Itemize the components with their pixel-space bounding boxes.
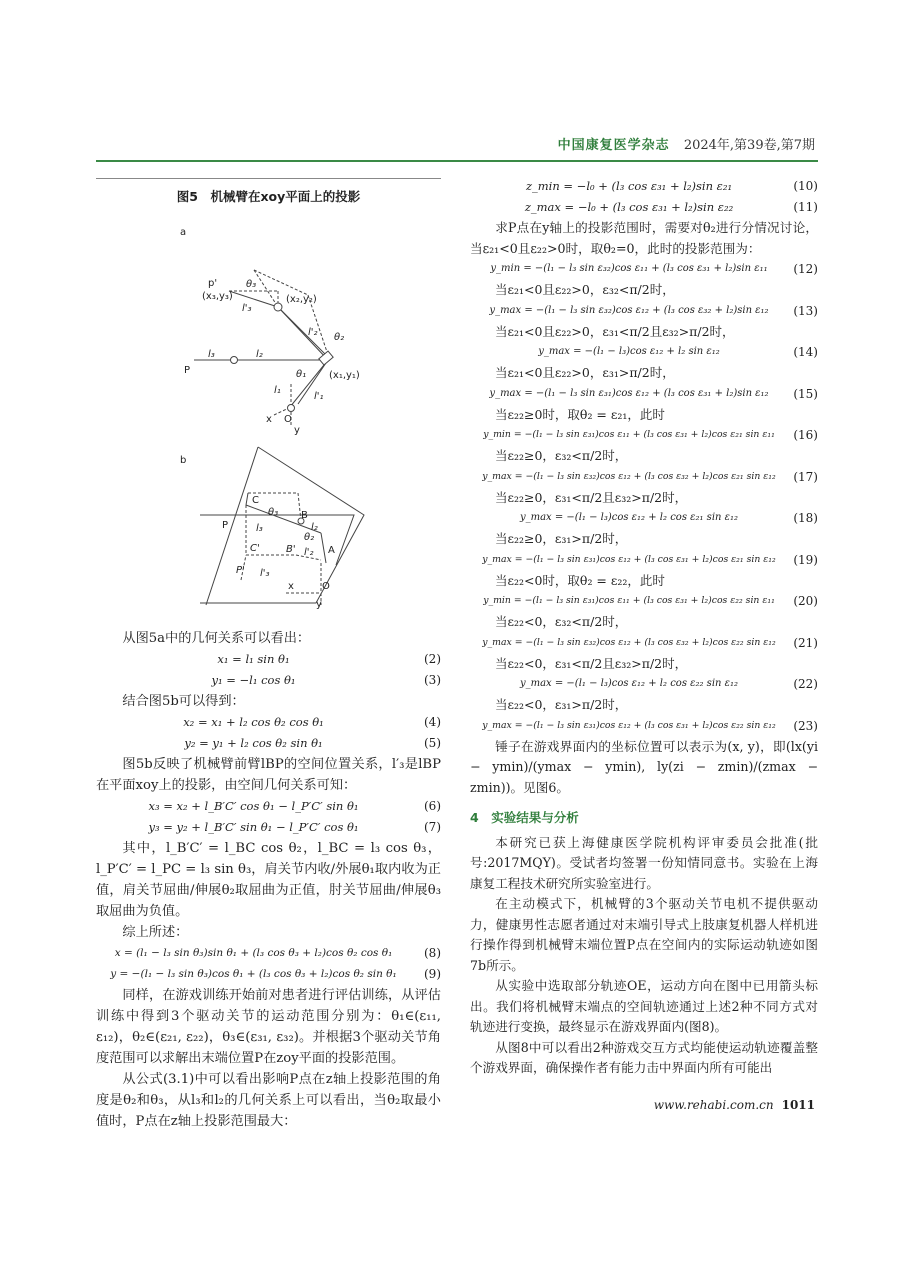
label-x2y2: (x₂,y₂) — [286, 294, 317, 305]
equation-8: x = (l₁ − l₃ sin θ₃)sin θ₁ + (l₃ cos θ₃ + l₂)cos θ₂ cos θ₁ (8) — [114, 946, 441, 960]
condition: 当ε₂₂<0，ε₃₁>π/2时， — [495, 697, 628, 712]
label-y: y — [294, 425, 300, 436]
footer-url: www.rehabi.com.cn — [653, 1098, 774, 1112]
condition: 当ε₂₂≥0，ε₃₁>π/2时， — [495, 531, 628, 546]
equation-11: z_max = −l₀ + (l₃ cos ε₃₁ + l₂)sin ε₂₂ (11) — [524, 200, 818, 214]
label-b-Bp: B' — [286, 544, 296, 555]
label-l3p: l'₃ — [242, 303, 252, 314]
equation-16: y_min = −(l₁ − l₃ sin ε₃₁)cos ε₁₁ + (l₃ cos ε₃₁ + l₂)cos ε₂₁ sin ε₁₁ (16) — [483, 428, 818, 442]
equation-2: x₁ = l₁ sin θ₁ (2) — [217, 652, 441, 666]
paragraph: 同样，在游戏训练开始前对患者进行评估训练，从评估训练中得到3个驱动关节的运动范围分别为：θ₁∈(ε₁₁, ε₁₂)，θ₂∈(ε₂₁, ε₂₂)，θ₃∈(ε₃₁, ε₃₂)。并根据3个驱动关节角度范围可以求解出末端位置P在zoy平面的投影范围。 — [96, 988, 441, 1066]
equation-9: y = −(l₁ − l₃ sin θ₃)cos θ₁ + (l₃ cos θ₃ + l₂)cos θ₂ sin θ₁ (9) — [110, 967, 441, 981]
equation-23: y_max = −(l₁ − l₃ sin ε₃₁)cos ε₁₂ + (l₃ cos ε₃₁ + l₂)cos ε₂₂ sin ε₁₂ (23) — [482, 718, 818, 733]
condition: 当ε₂₂≥0，ε₃₁<π/2且ε₃₂>π/2时， — [495, 489, 688, 505]
paragraph: 锤子在游戏界面内的坐标位置可以表示为(x, y)，即(lx(yi − ymin)/(ymax − ymin), ly(zi − zmin)/(zmax − zmin))。见图6。 — [470, 738, 818, 795]
panel-b-label: b — [180, 455, 187, 466]
equation-18: y_max = −(l₁ − l₃)cos ε₁₂ + l₂ cos ε₂₁ sin ε₁₂ (18) — [519, 511, 818, 525]
equation-14: y_max = −(l₁ − l₃)cos ε₁₂ + l₂ sin ε₁₂ (14) — [538, 345, 818, 359]
label-theta1: θ₁ — [296, 369, 307, 380]
label-theta3: θ₃ — [246, 279, 257, 290]
condition: 当ε₂₂<0，ε₃₁<π/2且ε₃₂>π/2时， — [495, 655, 688, 671]
panel-a-label: a — [180, 227, 187, 238]
label-b-P: P — [222, 520, 229, 531]
journal-name: 中国康复医学杂志 — [557, 138, 670, 153]
label-b-B: B — [301, 510, 308, 521]
label-P: P — [184, 365, 191, 376]
label-x3y3: (x₃,y₃) — [202, 291, 233, 302]
label-b-A: A — [328, 545, 335, 556]
equation-13: y_max = −(l₁ − l₃ sin ε₃₂)cos ε₁₂ + (l₃ cos ε₃₂ + l₂)sin ε₁₂ (13) — [489, 303, 818, 318]
label-b-l2p: l'₂ — [304, 547, 314, 558]
condition: 当ε₂₂<0时，取θ₂ = ε₂₂，此时 — [495, 572, 665, 588]
equation-22: y_max = −(l₁ − l₃)cos ε₁₂ + l₂ cos ε₂₂ sin ε₁₂ (22) — [519, 677, 818, 691]
equation-7: y₃ = y₂ + l_B′C′ sin θ₁ − l_P′C′ cos θ₁ (7) — [148, 820, 441, 834]
label-b-Cp: C' — [250, 543, 260, 554]
paragraph: 从图8中可以看出2种游戏交互方式均能使运动轨迹覆盖整个游戏界面，确保操作者有能力击中界面内所有可能出 — [470, 1039, 818, 1075]
equation-15: y_max = −(l₁ − l₃ sin ε₃₁)cos ε₁₂ + (l₃ cos ε₃₁ + l₂)sin ε₁₂ (15) — [489, 386, 818, 401]
label-l2p: l'₂ — [308, 327, 318, 338]
equation-21: y_max = −(l₁ − l₃ sin ε₃₂)cos ε₁₂ + (l₃ cos ε₃₂ + l₂)cos ε₂₂ sin ε₁₂ (21) — [482, 635, 818, 650]
paragraph: 求P点在y轴上的投影范围时，需要对θ₂进行分情况讨论，当ε₂₁<0且ε₂₂>0时，取θ₂=0，此时的投影范围为： — [470, 220, 818, 256]
label-b-theta2: θ₂ — [304, 532, 315, 543]
label-b-x: x — [288, 581, 294, 592]
condition: 当ε₂₁<0且ε₂₂>0，ε₃₁>π/2时， — [495, 365, 675, 380]
page-footer — [654, 1098, 815, 1112]
equation-20: y_min = −(l₁ − l₃ sin ε₃₁)cos ε₁₁ + (l₃ cos ε₃₁ + l₂)cos ε₂₂ sin ε₁₁ (20) — [483, 594, 818, 608]
paragraph: 从公式(3.1)中可以看出影响P点在z轴上投影范围的角度是θ₂和θ₃，从l₃和l₂的几何关系上可以看出，当θ₂取最小值时，P点在z轴上投影范围最大： — [96, 1072, 441, 1129]
condition: 当ε₂₂≥0，ε₃₂<π/2时， — [495, 448, 628, 463]
condition: 当ε₂₁<0且ε₂₂>0，ε₃₁<π/2且ε₃₂>π/2时， — [495, 323, 735, 339]
equation-19: y_max = −(l₁ − l₃ sin ε₃₁)cos ε₁₂ + (l₃ cos ε₃₁ + l₂)cos ε₂₁ sin ε₁₂ (19) — [482, 552, 818, 567]
label-b-l3: l₃ — [256, 523, 263, 534]
equation-5: y₂ = y₁ + l₂ cos θ₂ sin θ₁ (5) — [184, 736, 441, 750]
label-b-y: y — [316, 599, 322, 610]
equation-6: x₃ = x₂ + l_B′C′ cos θ₁ − l_P′C′ sin θ₁ (6) — [148, 799, 441, 813]
label-l1: l₁ — [274, 385, 281, 396]
label-l2: l₂ — [256, 349, 263, 360]
paragraph: 综上所述： — [122, 925, 189, 940]
label-x1y1: (x₁,y₁) — [329, 370, 360, 381]
journal-header — [558, 134, 815, 153]
label-b-l3p: l'₃ — [260, 568, 270, 579]
paragraph: 本研究已获上海健康医学院机构评审委员会批准(批号:2017MQY)。受试者均签署一份知情同意书。实验在上海康复工程技术研究所实验室进行。 — [470, 834, 818, 891]
paragraph: 从实验中选取部分轨迹OE，运动方向在图中已用箭头标出。我们将机械臂末端点的空间轨迹通过上述2种不同方式对轨迹进行变换，最终显示在游戏界面内(图8)。 — [470, 978, 818, 1034]
section-heading: 4 实验结果与分析 — [470, 810, 579, 825]
equation-10: z_min = −l₀ + (l₃ cos ε₃₁ + l₂)sin ε₂₁ (10) — [525, 179, 818, 193]
equation-4: x₂ = x₁ + l₂ cos θ₂ cos θ₁ (4) — [183, 715, 441, 729]
left-column — [96, 178, 441, 1132]
paragraph: 结合图5b可以得到： — [122, 694, 245, 709]
paragraph: 在主动模式下，机械臂的3个驱动关节电机不提供驱动力，健康男性志愿者通过对末端引导式上肢康复机器人样机进行操作得到机械臂末端位置P点在空间内的实际运动轨迹如图7b所示。 — [470, 896, 818, 973]
condition: 当ε₂₁<0且ε₂₂>0，ε₃₂<π/2时， — [495, 282, 675, 297]
label-p-prime: p' — [208, 278, 218, 289]
condition: 当ε₂₂≥0时，取θ₂ = ε₂₁，此时 — [495, 406, 665, 422]
label-l1p: l'₁ — [314, 391, 324, 402]
paragraph: 其中，l_B′C′ = l_BC cos θ₂，l_BC = l₃ cos θ₃，l_P′C′ = l_PC = l₃ sin θ₃，肩关节内收/外展θ₁取内收为正值，肩关节屈曲/伸展θ₂取屈曲为正值，肘关节屈曲/伸展θ₃取屈曲为负值。 — [96, 841, 441, 919]
equation-17: y_max = −(l₁ − l₃ sin ε₃₂)cos ε₁₂ + (l₃ cos ε₃₂ + l₂)cos ε₂₁ sin ε₁₂ (17) — [482, 469, 818, 484]
figure-top-rule — [96, 178, 441, 179]
condition: 当ε₂₂<0，ε₃₂<π/2时， — [495, 614, 628, 629]
equation-12: y_min = −(l₁ − l₃ sin ε₃₂)cos ε₁₁ + (l₃ cos ε₃₁ + l₂)sin ε₁₁ (12) — [490, 262, 818, 276]
page-number: 1011 — [781, 1098, 815, 1112]
figure-caption: 图5 机械臂在xoy平面上的投影 — [176, 189, 361, 204]
right-column — [470, 176, 818, 1079]
label-b-C: C — [252, 495, 259, 506]
figure-5 — [96, 215, 441, 610]
equation-3: y₁ = −l₁ cos θ₁ (3) — [211, 673, 441, 687]
label-O: O — [284, 414, 292, 425]
label-b-theta3: θ₃ — [268, 507, 279, 518]
issue-info: 2024年,第39卷,第7期 — [683, 138, 815, 153]
label-b-Pp: P' — [236, 565, 245, 576]
paragraph: 从图5a中的几何关系可以看出： — [122, 631, 311, 646]
label-b-O: O — [322, 581, 330, 592]
label-b-l2: l₂ — [311, 522, 318, 533]
paragraph: 图5b反映了机械臂前臂lBP的空间位置关系，l′₃是lBP在平面xoy上的投影，由空间几何关系可知： — [96, 757, 441, 793]
label-l3: l₃ — [208, 349, 215, 360]
header-rule — [96, 160, 818, 162]
label-theta2: θ₂ — [334, 332, 345, 343]
label-x: x — [266, 414, 272, 425]
